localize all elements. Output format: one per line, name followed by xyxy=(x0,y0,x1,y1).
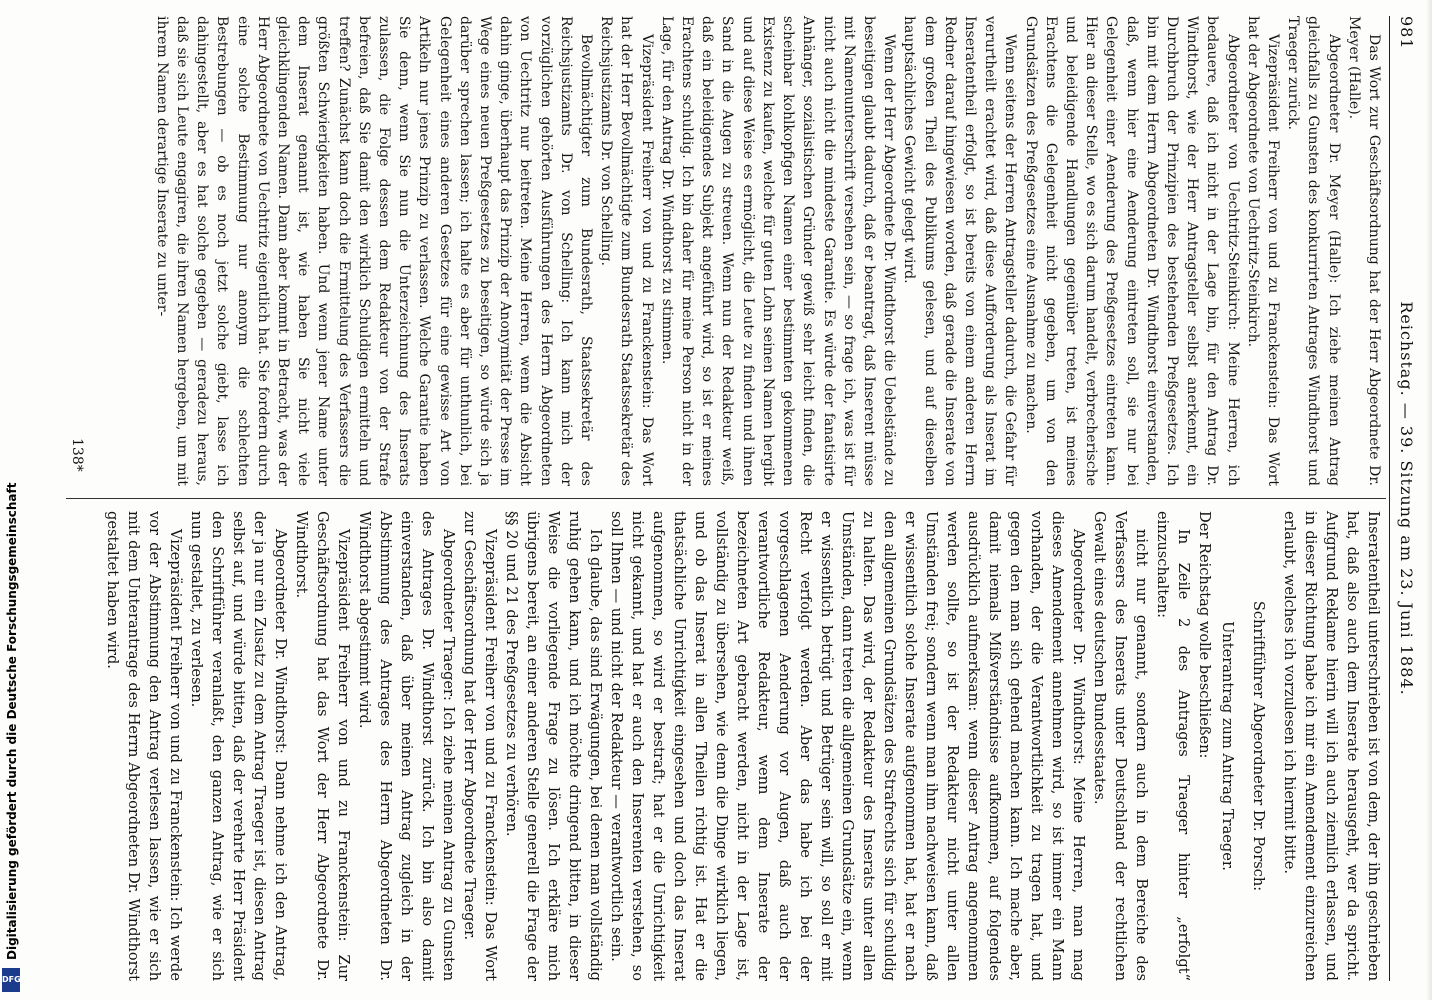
paragraph: Bevollmächtigter zum Bundesrath, Staatssekretär des Reichsjustizamts Dr. von Schelling: Ich kann mich der vorzüglichen gehörten Ausführungen des Herrn Abgeordneten von Uechtritz nur beitreten. Meine Herren, wenn die Absicht dahin ginge, überhaupt das Prinzip der Anonymität der Presse im Wege eines neuen Preßgesetzes zu beseitigen, so würde sich ja darüber sprechen lassen; ich halte es aber für unthunlich, bei Gelegenheit eines anderen Gesetzes für eine gewisse Art von Artikeln nur jenes Prinzip zu verlassen. Welche Garantie haben Sie denn, wenn Sie nun die Unterzeichnung des Inserats zulassen, die Folge dessen dem Redakteur von der Strafe befreien, daß Sie damit den wirklich Schuldigen ermitteln und treffen? Zunächst kann doch die Ermittelung des Verfassers die größten Schwierigkeiten haben. Und wenn jener Name unter dem Inserat genannt ist, wie haben Sie nicht viele gleichklingenden Namen. Dann aber kommt in Betracht, was der Herr Abgeordnete von Uechtritz eigentlich hat. Sie fordern durch eine solche Bestimmung nur anonym die schlechten Bestrebungen — ob es noch jetzt solche giebt, lasse ich dahingestellt, aber es hat solche gegeben — geradezu heraus, daß sie sich Leute engagiren, die ihren Namen hergeben, um mit ihrem Namen derartige Inserate zu unter- xyxy=(153,16,595,486)
header-rule xyxy=(1389,16,1390,981)
paragraph: nicht nur genannt, sondern auch in dem Bereiche des Verfassers des Inserats unter Deutschland der rechtlichen Gewalt eines deutschen Bundesstaates. xyxy=(1091,511,1150,981)
paragraph: Vizepräsident Freiherr von und zu Franckenstein: Das Wort hat der Abgeordnete von Uechtritz-Steinkirch. xyxy=(1244,16,1281,486)
page-header xyxy=(1392,16,1420,981)
page-number: 981 xyxy=(1397,16,1416,50)
document-page xyxy=(40,8,1420,993)
paragraph: Abgeordneter Dr. Windthorst: Dann nehme ich den Antrag, der ja nur ein Zusatz zu dem Antrag Traeger ist, diesen Antrag selbst auf, und würde bitten, daß der verehrte Herr Präsident den Schriftführer veranlaßt, den ganzen Antrag, wie er sich nun gestaltet, zu verlesen. xyxy=(188,511,289,981)
signature-mark: 138* xyxy=(69,438,85,472)
paragraph: Vizepräsident Freiherr von und zu Franckenstein: Zur Geschäftsordnung hat das Wort der Herr Abgeordnete Dr. Windthorst. xyxy=(293,511,352,981)
paragraph: Vizepräsident Freiherr von und zu Franckenstein: Ich werde vor der Abstimmung den Antrag verlesen lassen, wie er sich mit dem Unterantrage des Herrn Abgeordneten Dr. Windthorst gestaltet haben wird. xyxy=(104,511,184,981)
paragraph: Inseratentheil unterschrieben ist von dem, der ihn geschrieben hat, daß also auch dem Inserate herausgeht, wer da spricht. Aufgrund Reklame hierin will ich auch ziemlich erlassen, und in dieser Richtung habe ich mir ein Amendement einzureichen erlaubt, welches ich vorzulesen ich hiermit bitte. xyxy=(1281,511,1382,981)
dfg-logo: DFG xyxy=(2,968,20,992)
paragraph: Abgeordneter Dr. Windthorst: Meine Herren, man mag dieses Amendement annehmen wird, so ist immer ein Mann vorhanden, der die Verantwortlichkeit zu tragen hat, und gegen den man sich gehend machen kann. Ich mache aber, damit niemals Mißverständnisse aufkommen, auf folgendes ausdrücklich aufmerksam: wenn dieser Antrag angenommen werden sollte, so ist der Redakteur nicht unter allen Umständen frei; sondern wenn man ihm nachweisen kann, daß er wissentlich solche Inserate aufgenommen hat, hat er nach den allgemeinen Grundsätzen des Strafrechts sich für schuldig zu halten. Das wird, der Redakteur des Inserats unter allen Umständen, dann treten die allgemeinen Grundsätze ein, wenn er wissentlich betrügt und Betrüger sein will, so soll er mit Recht verfolgt werden. Aber das habe ich bei der vorgeschlagenen Aenderung vor Augen, daß auch der verantwortliche Redakteur, wenn dem Inserate der bezeichneten Art gebracht werden, nicht in der Lage ist, vollständig zu übersehen, wie denn die Dinge wirklich liegen, und ob das Inserat in allen Theilen richtig ist. Hat er die thatsächliche Unrichtigkeit eingesehen und doch das Inserat aufgenommen, so wird er bestraft; hat er die Unrichtigkeit nicht gekannt, und hat er auch den Inserenten verstehen, so soll Ihnen — und nicht der Redakteur — verantwortlich sein. xyxy=(608,511,1087,981)
paragraph: Abgeordneter Traeger: Ich ziehe meinen Antrag zu Gunsten des Antrages Dr. Windthorst zurück. Ich bin also damit einverstanden, daß über meinen Antrag zugleich in der Abstimmung des Antrages des Herrn Abgeordneten Dr. Windthorst abgestimmt wird. xyxy=(356,511,457,981)
paragraph: Abgeordneter Dr. Meyer (Halle): Ich ziehe meinen Antrag gleichfalls zu Gunsten des konkurrirten Antrages Windthorst und Traeger zurück. xyxy=(1285,16,1342,486)
paragraph: Abgeordneter von Uechtritz-Steinkirch: Meine Herren, ich bedauere, daß ich nicht in der Lage bin, für den Antrag Dr. Windthorst, wie der Herr Antragsteller selbst anerkennt, ein Durchbruch der Prinzipien des bestehenden Preßgesetzes. Ich bin mit dem Herrn Abgeordneten Dr. Windthorst einverstanden, daß, wenn hier eine Aenderung eintreten soll, sie nur bei Gelegenheit einer Aenderung des Preßgesetzes eintreten kann. Hier an dieser Stelle, wo es sich darum handelt, verbrecherische und beleidigende Handlungen gegenüber treten, ist meines Erachtens die Gelegenheit nicht gegeben, um von den Grundsätzen des Preßgesetzes eine Ausnahme zu machen. xyxy=(1022,16,1241,486)
paragraph: Vizepräsident Freiherr von und zu Franckenstein: Das Wort hat der Herr Bevollmächtigte zum Bundesrath Staatssekretär des Reichsjustizamts Dr. von Schelling. xyxy=(598,16,655,486)
paragraph: Schriftführer Abgeordneter Dr. Porsch: xyxy=(1250,600,1267,892)
paragraph: Ich glaube, das sind Erwägungen, bei denen man vollständig ruhig gehen kann, und ich möchte dringend bitten, in dieser Weise die vorliegende Frage zu lösen. Ich erkläre mich übrigens bereit, an einer anderen Stelle generell die Frage der §§ 20 und 21 des Preßgesetzes zu verhören. xyxy=(503,511,604,981)
right-column xyxy=(102,511,1384,981)
credit-text: Digitalisierung gefördert durch die Deutsche Forschungsgemeinschaft xyxy=(5,482,19,960)
paragraph: Das Wort zur Geschäftsordnung hat der Herr Abgeordnete Dr. Meyer (Halle). xyxy=(1345,16,1382,486)
paragraph: Wenn seitens der Herren Antragsteller dadurch, die Gefahr für verurtheilt erachtet wird, daß diese Aufforderung als Inserat im Inseratentheil erfolgt, so ist bereits von einem anderen Herrn Redner darauf hingewiesen worden, daß gerade die Inserate von dem großen Theil des Publikums gelesen, und auf dieselben hauptsächliches Gewicht gelegt wird. xyxy=(901,16,1019,486)
left-column xyxy=(152,16,1384,486)
paragraph: Unterantrag zum Antrag Traeger. xyxy=(1219,621,1236,871)
scan-edge xyxy=(1426,0,1432,1000)
paragraph: Wenn der Herr Abgeordnete Dr. Windthorst die Uebelstände zu beseitigen glaubt dadurch, daß er beantragt, daß Inserent müsse mit Namenunterschrift versehen sein, — so frage ich, was ist für nicht auch nicht die mindeste Garantie. Es würde der fanatisirte Anhänger, sozialistischen Gründer gewiß sehr leicht finden, die scheinbar kohlkopfigen Namen einer bestimmten gekommenen Existenz zu kaufen, welche für guten Lohn seinen Namen hergibt und auf diese Weise es ermöglicht, die Leute zu finden und ihnen Sand in die Augen zu streuen. Wenn nun der Redakteur weiß, daß ein beleidigendes Subjekt angeführt wird, so ist er meines Erachtens schuldig. Ich bin daher für meine Person nicht in der Lage, für den Antrag Dr. Windthorst zu stimmen. xyxy=(658,16,898,486)
digitization-credit xyxy=(2,0,22,1000)
paragraph: In Zeile 2 des Antrages Traeger hinter „erfolgt“ einzuschalten: xyxy=(1154,511,1192,981)
running-title: Reichstag. — 39. Sitzung am 23. Juni 1884. xyxy=(1397,301,1416,696)
paragraph: Der Reichstag wolle beschließen: xyxy=(1196,511,1213,759)
paragraph: Vizepräsident Freiherr von und zu Franckenstein: Das Wort zur Geschäftsordnung hat der Herr Abgeordnete Traeger. xyxy=(461,511,499,981)
column-divider xyxy=(66,498,1386,499)
rotated-page-content xyxy=(40,8,1420,993)
